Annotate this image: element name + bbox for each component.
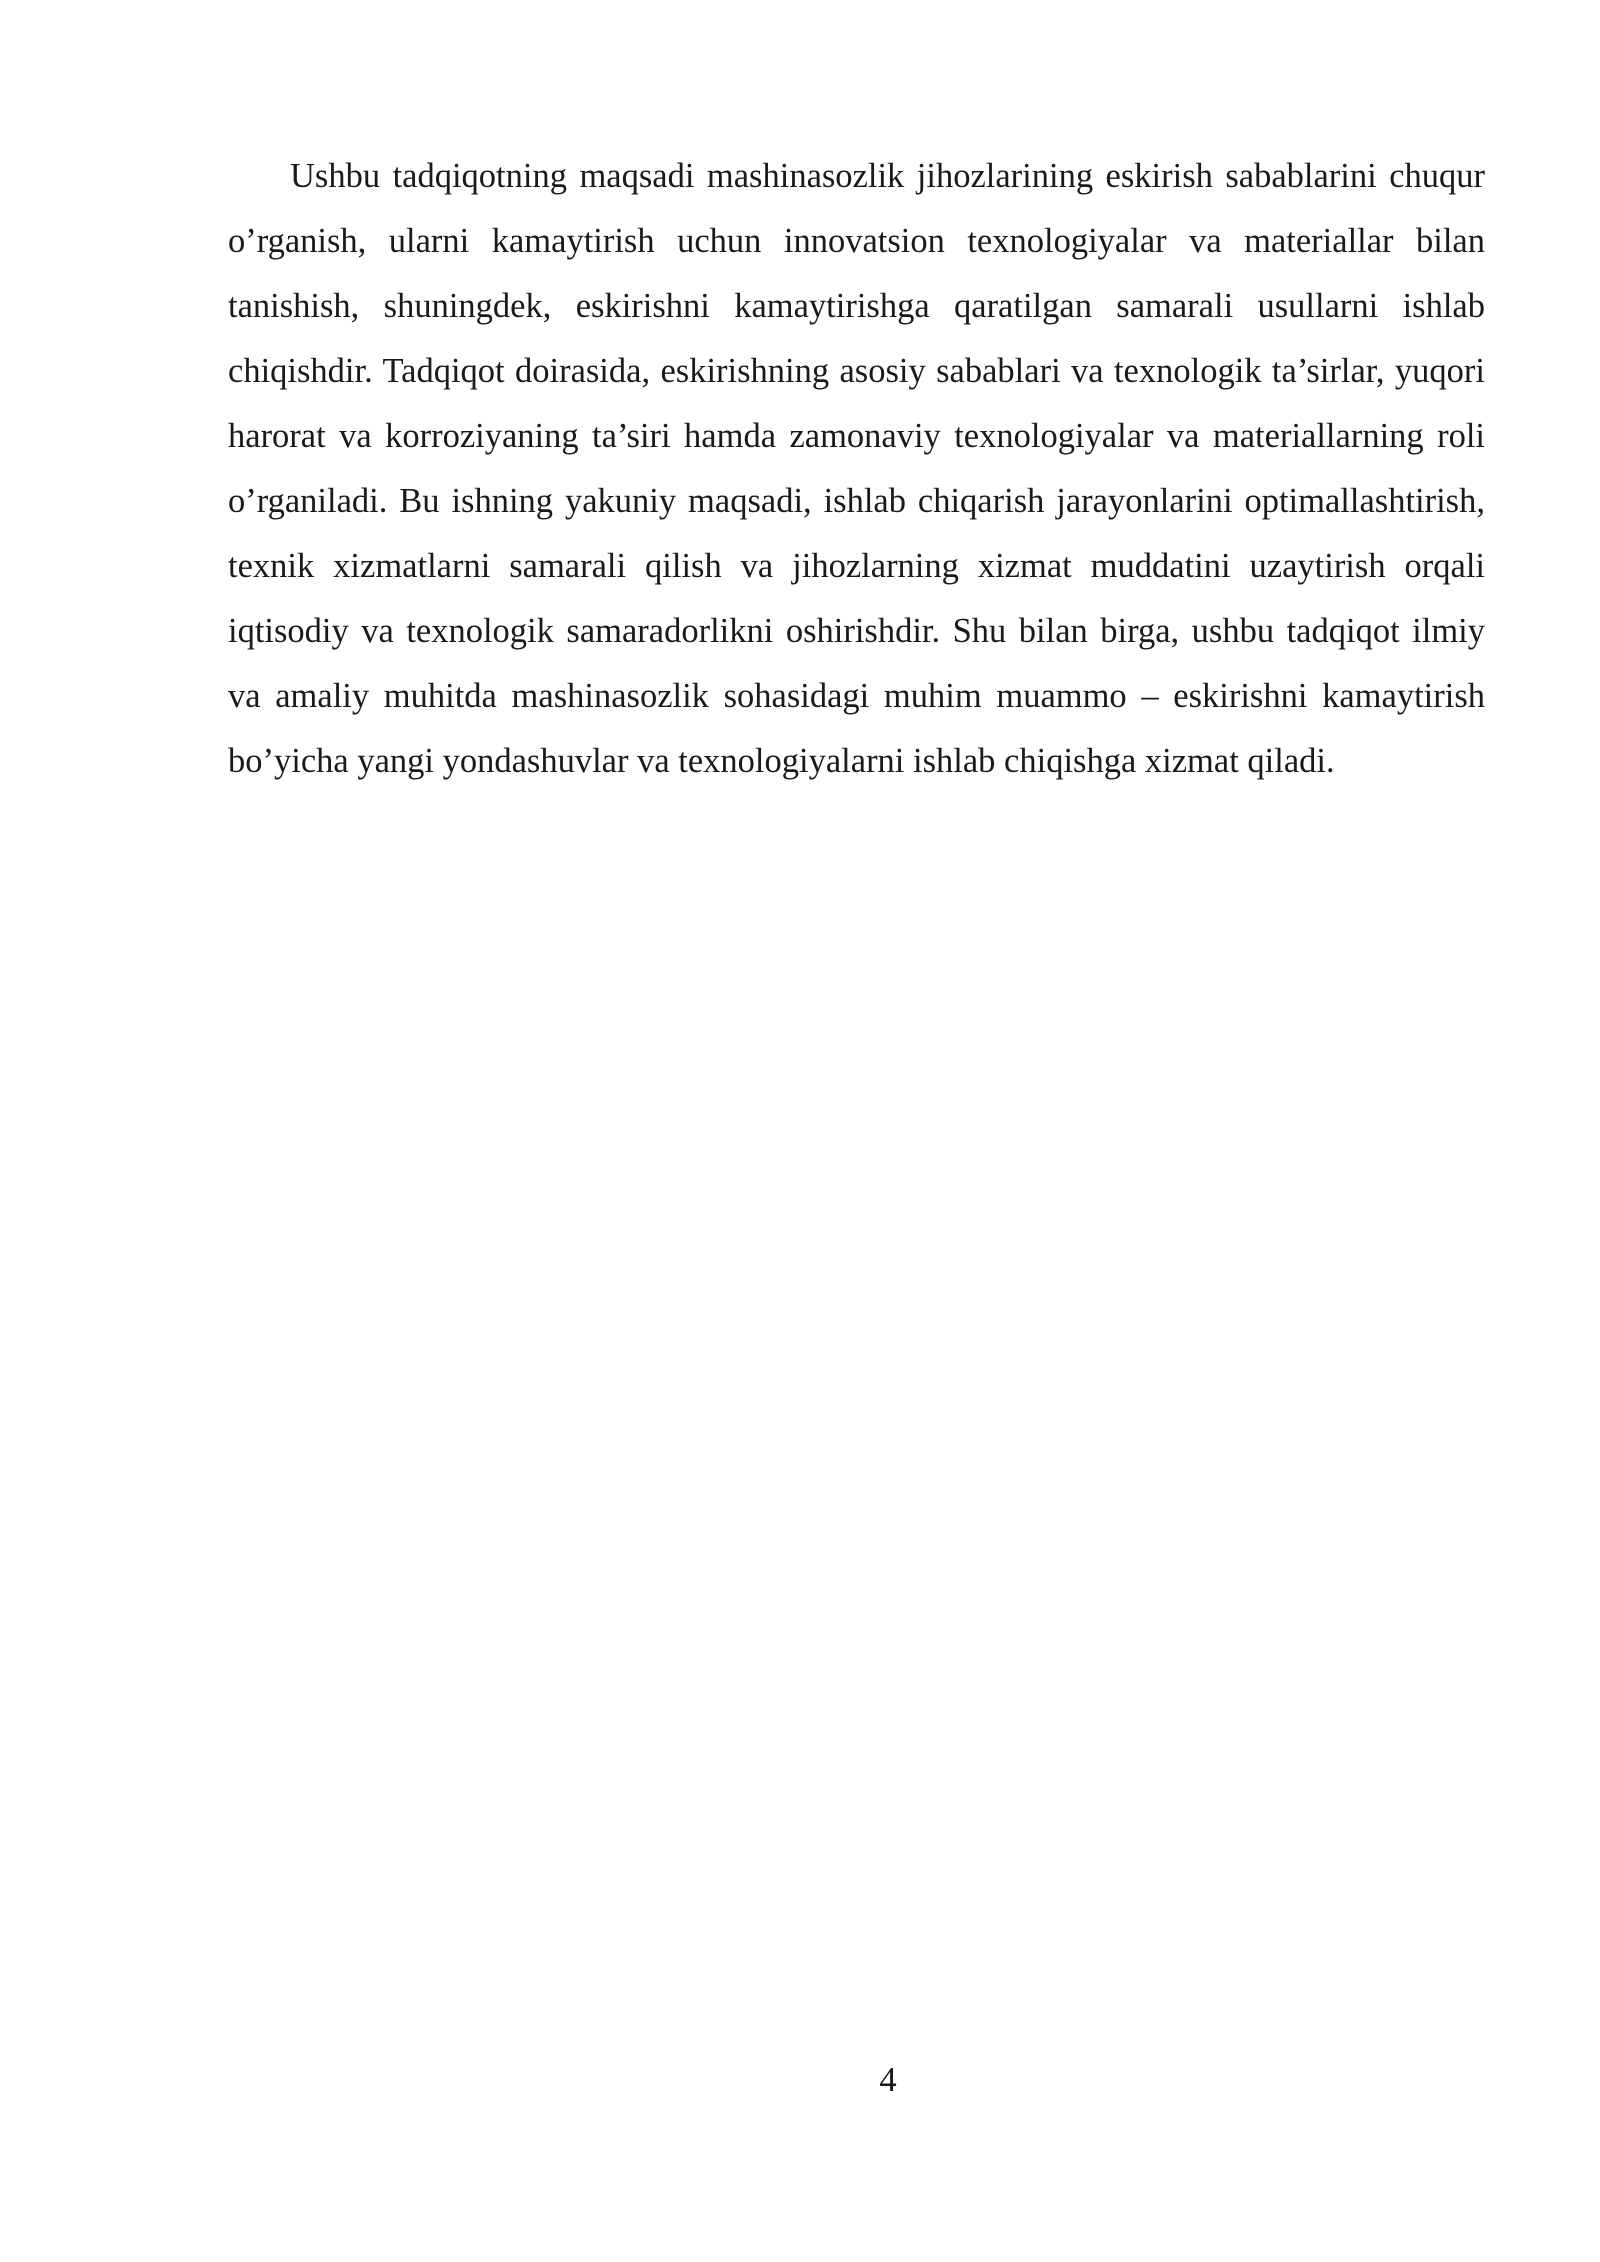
page-number: 4 <box>879 2061 897 2099</box>
body-paragraph: Ushbu tadqiqotning maqsadi mashinasozlik jihozlarining eskirish sabablarini chuqur o’rganish, ularni kamaytirish uchun innovatsion texnologiyalar va materiallar bilan tanishish, shuningdek, eskirishni kamaytirishga qaratilgan samarali usullarni ishlab chiqishdir. Tadqiqot doirasida, eskirishning asosiy sabablari va texnologik ta’sirlar, yuqori harorat va korroziyaning ta’siri hamda zamonaviy texnologiyalar va materiallarning roli o’rganiladi. Bu ishning yakuniy maqsadi, ishlab chiqarish jarayonlarini optimallashtirish, texnik xizmatlarni samarali qilish va jihozlarning xizmat muddatini uzaytirish orqali iqtisodiy va texnologik samaradorlikni oshirishdir. Shu bilan birga, ushbu tadqiqot ilmiy va amaliy muhitda mashinasozlik sohasidagi muhim muammo – eskirishni kamaytirish bo’yicha yangi yondashuvlar va texnologiyalarni ishlab chiqishga xizmat qiladi. <box>228 157 1485 780</box>
